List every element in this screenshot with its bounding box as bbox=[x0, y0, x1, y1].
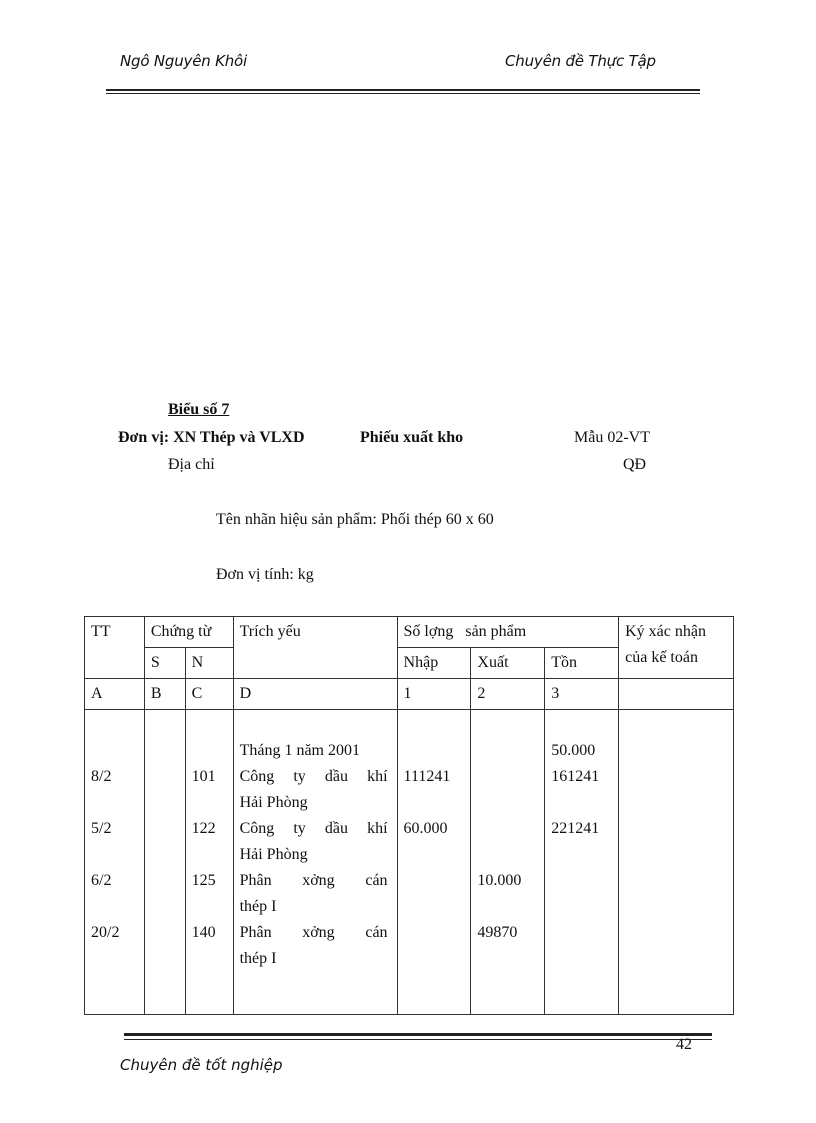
col-tt-header: TT bbox=[85, 617, 145, 679]
product-name: Tên nhãn hiệu sản phẩm: Phối thép 60 x 60 bbox=[216, 511, 494, 528]
blank-line bbox=[477, 738, 538, 764]
kyxacnhan-line2: của kế toán bbox=[625, 649, 698, 666]
row-date: 8/2 bbox=[91, 768, 112, 785]
code-d: D bbox=[233, 679, 397, 710]
description-word: xởng bbox=[302, 872, 335, 889]
blank-line bbox=[551, 842, 612, 868]
blank-line bbox=[551, 946, 612, 972]
description-word: cán bbox=[365, 924, 388, 941]
description-word: ty bbox=[293, 768, 306, 785]
footer-text: Chuyên đề tốt nghiệp bbox=[120, 1056, 283, 1074]
row-description-cont: Hải Phòng bbox=[239, 846, 308, 863]
row-description bbox=[240, 868, 388, 894]
body-nhap bbox=[397, 710, 471, 1015]
address-label: Địa chỉ bbox=[168, 456, 215, 473]
blank-line bbox=[192, 712, 227, 738]
row-description bbox=[240, 764, 388, 790]
row-ton bbox=[551, 920, 612, 946]
code-3: 3 bbox=[545, 679, 619, 710]
row-nhap bbox=[404, 868, 465, 894]
row-xuat: 49870 bbox=[477, 924, 518, 941]
body-xuat bbox=[471, 710, 545, 1015]
code-1: 1 bbox=[397, 679, 471, 710]
body-n bbox=[185, 710, 233, 1015]
row-nhap: 111241 bbox=[403, 768, 451, 785]
description-word: khí bbox=[367, 768, 388, 785]
month-label: Tháng 1 năm 2001 bbox=[239, 742, 360, 759]
blank-line bbox=[404, 712, 465, 738]
form-label: Biểu số 7 bbox=[168, 401, 230, 418]
body-tt bbox=[85, 710, 145, 1015]
blank-line bbox=[192, 894, 227, 920]
body-row bbox=[85, 710, 734, 1015]
row-xuat: 10.000 bbox=[477, 872, 522, 889]
form-code: Mẫu 02-VT bbox=[574, 429, 650, 446]
description-word: Phân bbox=[239, 872, 272, 889]
blank-line bbox=[192, 946, 227, 972]
opening-balance: 50.000 bbox=[551, 742, 596, 759]
blank-line bbox=[477, 894, 538, 920]
description-word: dầu bbox=[324, 768, 348, 785]
row-date: 5/2 bbox=[91, 820, 112, 837]
row-nhap bbox=[404, 920, 465, 946]
code-blank bbox=[619, 679, 734, 710]
decision-label: QĐ bbox=[623, 456, 647, 473]
blank-line bbox=[91, 790, 138, 816]
body-sign bbox=[619, 710, 734, 1015]
page-number: 42 bbox=[676, 1036, 692, 1053]
blank-line bbox=[404, 842, 465, 868]
col-soluong-header: Số lợng sản phẩm bbox=[397, 617, 619, 648]
blank-line bbox=[91, 894, 138, 920]
form-title: Phiếu xuất kho bbox=[360, 429, 464, 446]
col-n-header: N bbox=[185, 648, 233, 679]
row-date: 6/2 bbox=[91, 872, 112, 889]
blank-line bbox=[477, 842, 538, 868]
row-ton: 221241 bbox=[551, 820, 600, 837]
blank-line bbox=[91, 712, 138, 738]
blank-line bbox=[404, 790, 465, 816]
footer-rule-thin bbox=[124, 1039, 712, 1040]
blank-line bbox=[404, 738, 465, 764]
description-word: cán bbox=[365, 872, 388, 889]
col-ton-header: Tồn bbox=[545, 648, 619, 679]
row-doc-number: 122 bbox=[191, 820, 216, 837]
description-word: khí bbox=[367, 820, 388, 837]
col-xuat-header: Xuất bbox=[471, 648, 545, 679]
col-trichyeu-header: Trích yếu bbox=[233, 617, 397, 679]
row-description bbox=[240, 920, 388, 946]
code-b: B bbox=[144, 679, 185, 710]
blank-line bbox=[477, 946, 538, 972]
blank-line bbox=[404, 946, 465, 972]
footer-rule bbox=[124, 1033, 712, 1036]
body-s bbox=[144, 710, 185, 1015]
blank-line bbox=[551, 894, 612, 920]
col-kyxacnhan-header bbox=[619, 617, 734, 679]
blank-line bbox=[192, 842, 227, 868]
row-xuat bbox=[477, 764, 538, 790]
row-description-cont: thép I bbox=[239, 898, 277, 915]
blank-line bbox=[477, 712, 538, 738]
header-rule-thin bbox=[106, 93, 700, 94]
row-xuat bbox=[477, 816, 538, 842]
blank-line bbox=[91, 842, 138, 868]
blank-line bbox=[240, 712, 391, 738]
row-nhap: 60.000 bbox=[403, 820, 448, 837]
blank-line bbox=[91, 738, 138, 764]
header-author: Ngô Nguyên Khôi bbox=[120, 52, 248, 70]
description-word: ty bbox=[293, 820, 306, 837]
blank-line bbox=[192, 790, 227, 816]
body-ton bbox=[545, 710, 619, 1015]
blank-line bbox=[404, 894, 465, 920]
col-s-header: S bbox=[144, 648, 185, 679]
description-word: dầu bbox=[324, 820, 348, 837]
blank-line bbox=[91, 946, 138, 972]
blank-line bbox=[551, 712, 612, 738]
code-a: A bbox=[85, 679, 145, 710]
row-description-cont: Hải Phòng bbox=[239, 794, 308, 811]
row-doc-number: 125 bbox=[191, 872, 216, 889]
unit-of-measure: Đơn vị tính: kg bbox=[216, 566, 314, 583]
header-rule bbox=[106, 89, 700, 91]
header-row-1 bbox=[85, 617, 734, 648]
body-d bbox=[233, 710, 397, 1015]
row-description-cont: thép I bbox=[239, 950, 277, 967]
code-c: C bbox=[185, 679, 233, 710]
row-doc-number: 140 bbox=[191, 924, 216, 941]
header-title: Chuyên đề Thực Tập bbox=[505, 52, 656, 70]
code-row bbox=[85, 679, 734, 710]
kyxacnhan-line1: Ký xác nhận bbox=[625, 623, 706, 640]
blank-line bbox=[192, 738, 227, 764]
unit-name: Đơn vị: XN Thép và VLXD bbox=[118, 429, 305, 446]
row-ton: 161241 bbox=[551, 768, 600, 785]
row-ton bbox=[551, 868, 612, 894]
code-2: 2 bbox=[471, 679, 545, 710]
description-word: Phân bbox=[239, 924, 272, 941]
description-word: xởng bbox=[302, 924, 335, 941]
issue-table bbox=[84, 616, 734, 1015]
row-date: 20/2 bbox=[91, 924, 120, 941]
description-word: Công bbox=[239, 820, 275, 837]
col-nhap-header: Nhập bbox=[397, 648, 471, 679]
row-description bbox=[240, 816, 388, 842]
row-doc-number: 101 bbox=[191, 768, 216, 785]
blank-line bbox=[477, 790, 538, 816]
description-word: Công bbox=[239, 768, 275, 785]
col-chungtu-header: Chứng từ bbox=[144, 617, 233, 648]
blank-line bbox=[551, 790, 612, 816]
